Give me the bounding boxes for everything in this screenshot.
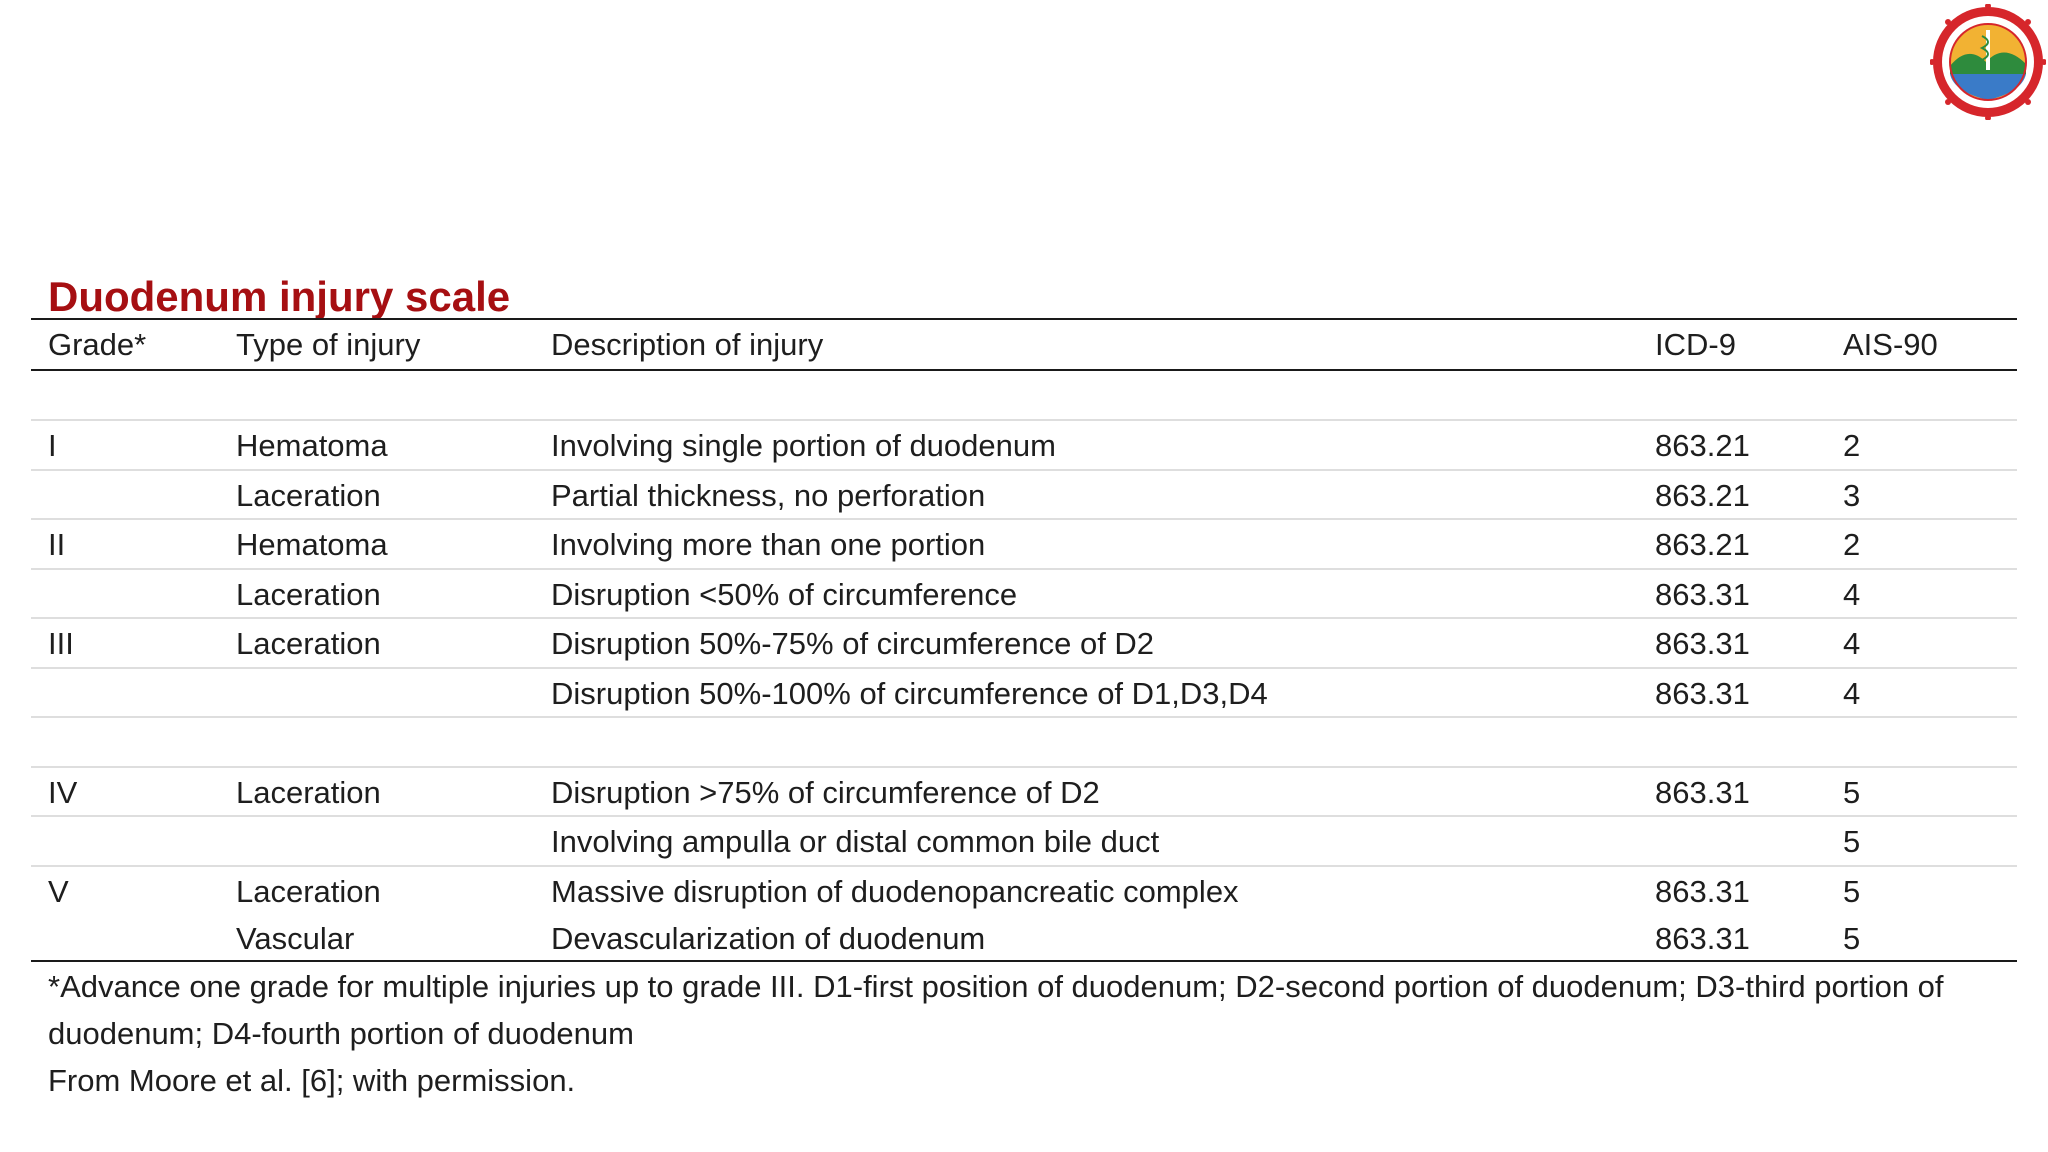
source-citation: From Moore et al. [6]; with permission.: [48, 1063, 576, 1098]
cell-type: Laceration: [236, 626, 381, 661]
cell-description: Involving single portion of duodenum: [551, 428, 1056, 463]
cell-icd9: 863.21: [1655, 478, 1750, 513]
row-divider: [31, 667, 2017, 669]
cell-description: Involving more than one portion: [551, 527, 986, 562]
institute-logo: [1930, 4, 2046, 120]
cell-description: Disruption <50% of circumference: [551, 577, 1018, 612]
cell-ais90: 5: [1843, 921, 1861, 956]
cell-ais90: 3: [1843, 478, 1861, 513]
cell-type: Vascular: [236, 921, 355, 956]
cell-description: Partial thickness, no perforation: [551, 478, 986, 513]
seal-emblem-icon: [1930, 4, 2046, 120]
cell-type: Laceration: [236, 874, 381, 909]
cell-ais90: 4: [1843, 577, 1861, 612]
cell-type: Laceration: [236, 577, 381, 612]
cell-ais90: 4: [1843, 676, 1861, 711]
cell-type: Hematoma: [236, 428, 388, 463]
header-description: Description of injury: [551, 327, 824, 362]
row-divider: [31, 815, 2017, 817]
cell-grade: III: [48, 626, 74, 661]
cell-ais90: 2: [1843, 527, 1861, 562]
cell-grade: II: [48, 527, 66, 562]
cell-grade: IV: [48, 775, 78, 810]
row-divider: [31, 568, 2017, 570]
row-divider: [31, 766, 2017, 768]
cell-icd9: 863.21: [1655, 527, 1750, 562]
table-footnote: [48, 963, 2008, 1104]
row-divider: [31, 716, 2017, 718]
cell-description: Involving ampulla or distal common bile duct: [551, 824, 1160, 859]
row-divider: [31, 419, 2017, 421]
page-title: Duodenum injury scale: [48, 273, 511, 320]
cell-description: Devascularization of duodenum: [551, 921, 986, 956]
row-divider: [31, 518, 2017, 520]
header-ais90: AIS-90: [1843, 327, 1938, 362]
cell-ais90: 4: [1843, 626, 1861, 661]
cell-ais90: 5: [1843, 775, 1861, 810]
cell-description: Disruption >75% of circumference of D2: [551, 775, 1100, 810]
header-type: Type of injury: [236, 327, 421, 362]
cell-icd9: 863.31: [1655, 874, 1750, 909]
header-icd9: ICD-9: [1655, 327, 1736, 362]
cell-ais90: 2: [1843, 428, 1861, 463]
header-grade: Grade*: [48, 327, 147, 362]
cell-type: Hematoma: [236, 527, 388, 562]
cell-icd9: 863.31: [1655, 676, 1750, 711]
cell-description: Massive disruption of duodenopancreatic complex: [551, 874, 1239, 909]
cell-type: Laceration: [236, 775, 381, 810]
cell-icd9: 863.21: [1655, 428, 1750, 463]
cell-description: Disruption 50%-75% of circumference of D2: [551, 626, 1155, 661]
cell-type: Laceration: [236, 478, 381, 513]
row-divider: [31, 469, 2017, 471]
cell-ais90: 5: [1843, 824, 1861, 859]
table-header-rule: [31, 369, 2017, 371]
cell-icd9: 863.31: [1655, 775, 1750, 810]
cell-grade: I: [48, 428, 57, 463]
table-bottom-rule: [31, 960, 2017, 962]
cell-ais90: 5: [1843, 874, 1861, 909]
row-divider: [31, 617, 2017, 619]
cell-description: Disruption 50%-100% of circumference of D1,D3,D4: [551, 676, 1268, 711]
cell-icd9: 863.31: [1655, 577, 1750, 612]
footnote-text: *Advance one grade for multiple injuries up to grade III. D1-first position of duodenum; D2-second portion of duodenum; D3-third portion of duodenum; D4-fourth portion of duodenum: [48, 969, 1944, 1051]
cell-icd9: 863.31: [1655, 921, 1750, 956]
row-divider: [31, 865, 2017, 867]
cell-icd9: 863.31: [1655, 626, 1750, 661]
table-top-rule: [31, 318, 2017, 320]
cell-grade: V: [48, 874, 69, 909]
